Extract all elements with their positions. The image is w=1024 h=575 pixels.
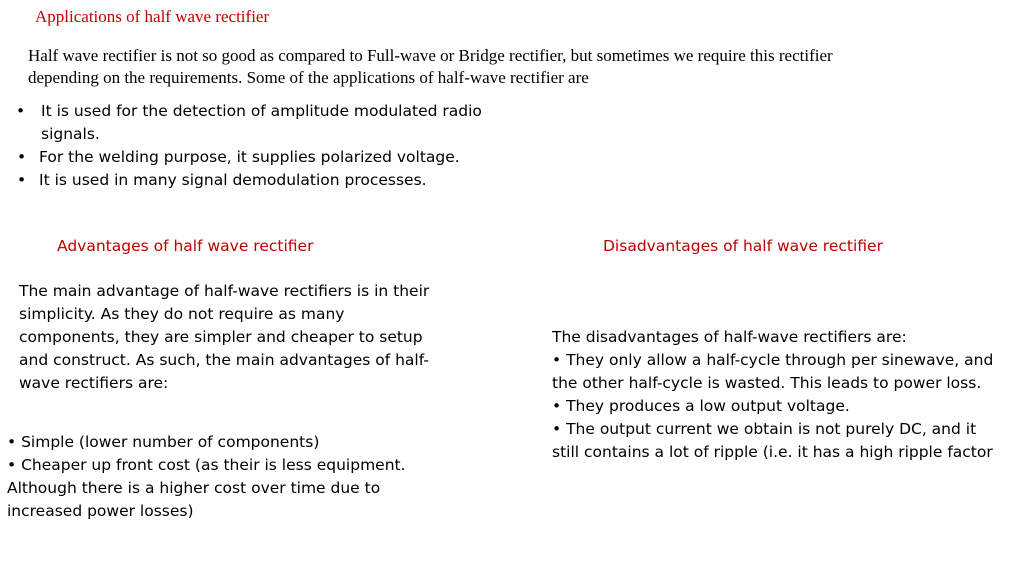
list-item-text: It is used for the detection of amplitude modulated radio signals. [41,102,482,143]
list-item-text: For the welding purpose, it supplies polarized voltage. [39,148,460,166]
disadvantages-intro: The disadvantages of half-wave rectifiers are: [552,328,907,346]
list-item: • Simple (lower number of components) [7,433,320,451]
applications-list [16,100,506,192]
applications-intro: Half wave rectifier is not so good as compared to Full-wave or Bridge rectifier, but sometimes we require this rectifier depending on the requirements. Some of the applications of half-wave rectifier are [28,46,833,87]
list-item: • Cheaper up front cost (as their is less equipment. Although there is a higher cost over time due to increased power losses) [7,456,406,520]
disadvantages-block [552,326,1002,464]
list-item: • The output current we obtain is not purely DC, and it still contains a lot of ripple (i.e. it has a high ripple factor [552,420,993,461]
bullet-icon: • [17,148,27,166]
list-item [16,169,506,192]
bullet-icon: • [16,102,26,120]
applications-title: Applications of half wave rectifier [35,7,270,26]
list-item: • They produces a low output voltage. [552,397,850,415]
bullet-icon: • [17,171,27,189]
advantages-list [7,431,417,523]
list-item-text: It is used in many signal demodulation processes. [39,171,427,189]
advantages-intro: The main advantage of half-wave rectifiers is in their simplicity. As they do not require as many components, they are simpler and cheaper to setup and construct. As such, the main advantages of half-wave rectifiers are: [19,282,430,392]
list-item [16,146,506,169]
list-item [16,100,506,146]
advantages-heading: Advantages of half wave rectifier [57,237,314,255]
list-item: • They only allow a half-cycle through per sinewave, and the other half-cycle is wasted. This leads to power loss. [552,351,994,392]
disadvantages-heading: Disadvantages of half wave rectifier [603,237,883,255]
